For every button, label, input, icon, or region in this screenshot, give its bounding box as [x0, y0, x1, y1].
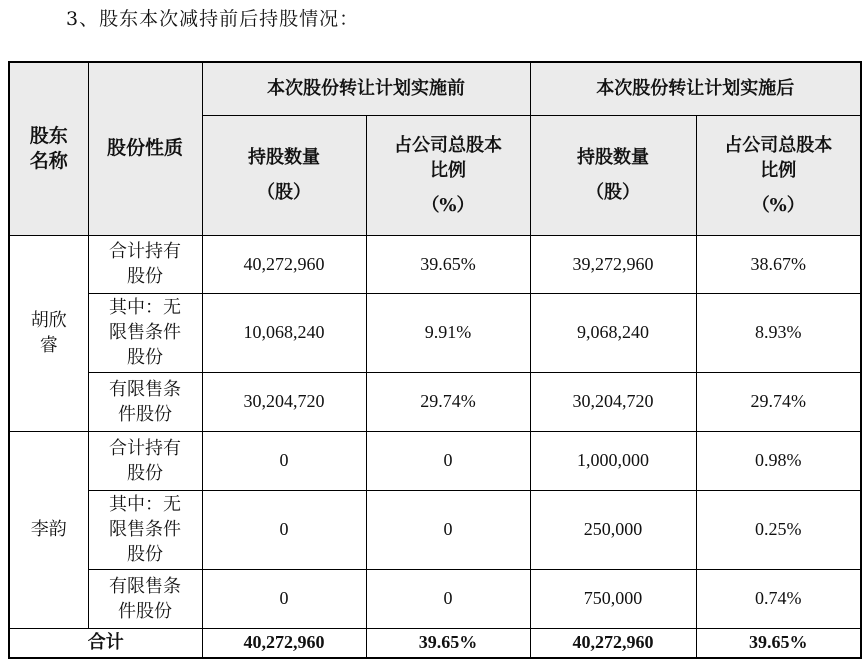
total-before-qty: 40,272,960 [202, 628, 366, 658]
header-share-nature: 股份性质 [88, 62, 202, 235]
header-before-group: 本次股份转让计划实施前 [202, 62, 530, 115]
total-row [9, 628, 861, 658]
table-row [9, 490, 861, 569]
before-qty-cell: 0 [202, 431, 366, 490]
header-before-ratio: 占公司总股本 比例 （%） [366, 115, 530, 235]
table-row [9, 372, 861, 431]
header-shareholder-name: 股东 名称 [9, 62, 88, 235]
header-after-ratio: 占公司总股本 比例 （%） [696, 115, 861, 235]
share-nature-cell: 有限售条 件股份 [88, 372, 202, 431]
share-nature-cell: 合计持有 股份 [88, 431, 202, 490]
after-ratio-cell: 8.93% [696, 293, 861, 372]
before-qty-cell: 40,272,960 [202, 235, 366, 293]
table-row [9, 431, 861, 490]
before-ratio-cell: 0 [366, 490, 530, 569]
header-after-qty: 持股数量 （股） [530, 115, 696, 235]
share-nature-cell: 其中：无 限售条件 股份 [88, 490, 202, 569]
shareholder-name: 李韵 [9, 431, 88, 628]
after-ratio-cell: 29.74% [696, 372, 861, 431]
after-ratio-cell: 38.67% [696, 235, 861, 293]
table-row [9, 293, 861, 372]
share-nature-cell: 合计持有 股份 [88, 235, 202, 293]
shareholding-table [8, 61, 862, 659]
after-ratio-cell: 0.98% [696, 431, 861, 490]
header-after-group: 本次股份转让计划实施后 [530, 62, 861, 115]
share-nature-cell: 有限售条 件股份 [88, 569, 202, 628]
before-ratio-cell: 0 [366, 569, 530, 628]
after-qty-cell: 250,000 [530, 490, 696, 569]
before-ratio-cell: 39.65% [366, 235, 530, 293]
after-ratio-cell: 0.25% [696, 490, 861, 569]
after-qty-cell: 9,068,240 [530, 293, 696, 372]
after-ratio-cell: 0.74% [696, 569, 861, 628]
section-heading: 3、股东本次减持前后持股情况： [66, 8, 360, 30]
after-qty-cell: 1,000,000 [530, 431, 696, 490]
after-qty-cell: 39,272,960 [530, 235, 696, 293]
total-after-ratio: 39.65% [696, 628, 861, 658]
table-row [9, 235, 861, 293]
total-before-ratio: 39.65% [366, 628, 530, 658]
before-qty-cell: 10,068,240 [202, 293, 366, 372]
before-ratio-cell: 29.74% [366, 372, 530, 431]
before-ratio-cell: 0 [366, 431, 530, 490]
after-qty-cell: 750,000 [530, 569, 696, 628]
before-qty-cell: 30,204,720 [202, 372, 366, 431]
share-nature-cell: 其中：无 限售条件 股份 [88, 293, 202, 372]
shareholder-name: 胡欣 睿 [9, 235, 88, 431]
before-qty-cell: 0 [202, 490, 366, 569]
total-after-qty: 40,272,960 [530, 628, 696, 658]
after-qty-cell: 30,204,720 [530, 372, 696, 431]
before-ratio-cell: 9.91% [366, 293, 530, 372]
header-before-qty: 持股数量 （股） [202, 115, 366, 235]
table-row [9, 569, 861, 628]
total-label: 合计 [9, 628, 202, 658]
before-qty-cell: 0 [202, 569, 366, 628]
